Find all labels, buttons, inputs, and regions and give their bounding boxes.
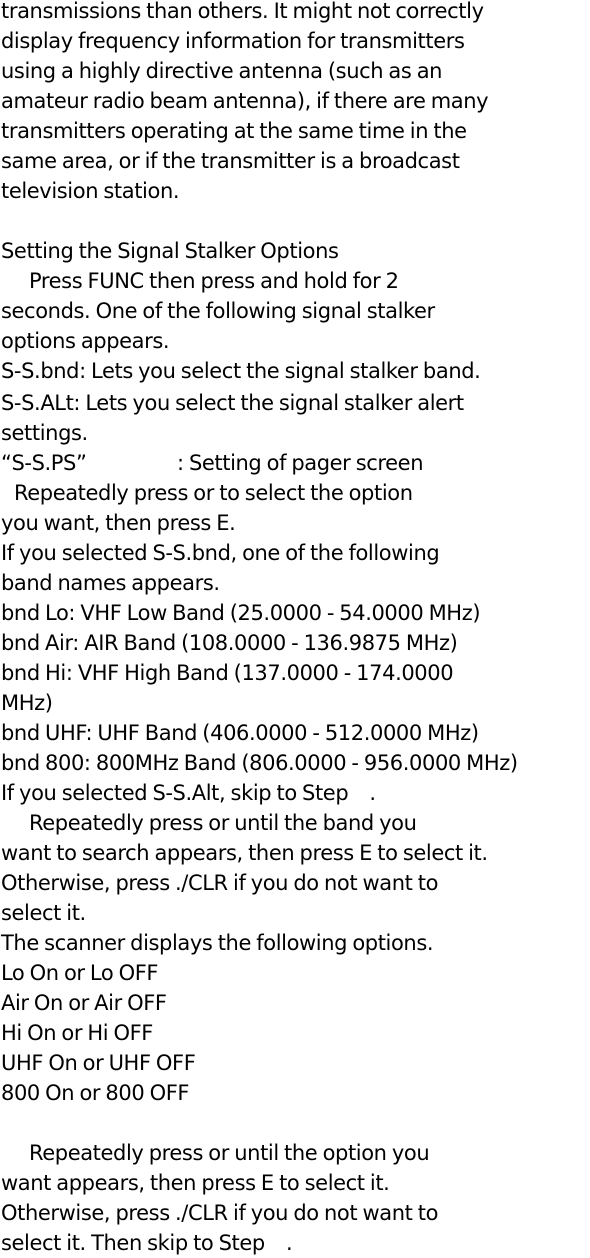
intro-line: using a highly directive antenna (such as an [1, 59, 443, 83]
step3-line: want to search appears, then press E to select it. [1, 841, 488, 865]
toggle-option: Air On or Air OFF [1, 991, 167, 1015]
intro-line: television station. [1, 179, 180, 203]
intro-line: amateur radio beam antenna), if there are many [1, 89, 489, 113]
band-item: bnd Lo: VHF Low Band (25.0000 - 54.0000 MHz) [1, 601, 481, 625]
display-intro: The scanner displays the following options. [1, 931, 434, 955]
step4-line: select it. Then skip to Step . [1, 1231, 293, 1255]
band-intro-line: If you selected S-S.bnd, one of the following [1, 541, 440, 565]
step1-line: seconds. One of the following signal stalker [1, 299, 435, 323]
option-line: settings. [1, 421, 88, 445]
step4-line: Repeatedly press or until the option you [29, 1141, 430, 1165]
pager-option-desc: : Setting of pager screen [177, 451, 424, 475]
toggle-option: Lo On or Lo OFF [1, 961, 159, 985]
skip-note: If you selected S-S.Alt, skip to Step . [1, 781, 376, 805]
option-line: S-S.ALt: Lets you select the signal stalker alert [1, 391, 464, 415]
intro-line: same area, or if the transmitter is a broadcast [1, 149, 460, 173]
toggle-option: UHF On or UHF OFF [1, 1051, 196, 1075]
intro-line: transmissions than others. It might not correctly [1, 0, 484, 23]
step4-line: want appears, then press E to select it. [1, 1171, 390, 1195]
band-item: bnd Hi: VHF High Band (137.0000 - 174.0000 [1, 661, 454, 685]
band-intro-line: band names appears. [1, 571, 220, 595]
step3-line: Repeatedly press or until the band you [29, 811, 417, 835]
intro-line: display frequency information for transmitters [1, 29, 465, 53]
step2-line: you want, then press E. [1, 511, 236, 535]
step1-line: options appears. [1, 329, 170, 353]
band-item: bnd 800: 800MHz Band (806.0000 - 956.0000 MHz) [1, 751, 518, 775]
step2-line: Repeatedly press or to select the option [14, 481, 413, 505]
step1-line: Press FUNC then press and hold for 2 [29, 269, 399, 293]
band-item: MHz) [1, 691, 53, 715]
band-item: bnd Air: AIR Band (108.0000 - 136.9875 MHz) [1, 631, 458, 655]
step3-line: select it. [1, 901, 86, 925]
intro-line: transmitters operating at the same time in the [1, 119, 467, 143]
band-item: bnd UHF: UHF Band (406.0000 - 512.0000 MHz) [1, 721, 479, 745]
pager-option-code: “S-S.PS” [1, 451, 87, 475]
toggle-option: Hi On or Hi OFF [1, 1021, 153, 1045]
option-line: S-S.bnd: Lets you select the signal stalker band. [1, 359, 481, 383]
step3-line: Otherwise, press ./CLR if you do not want to [1, 871, 439, 895]
step4-line: Otherwise, press ./CLR if you do not want to [1, 1201, 439, 1225]
section-heading: Setting the Signal Stalker Options [1, 239, 339, 263]
toggle-option: 800 On or 800 OFF [1, 1081, 190, 1105]
